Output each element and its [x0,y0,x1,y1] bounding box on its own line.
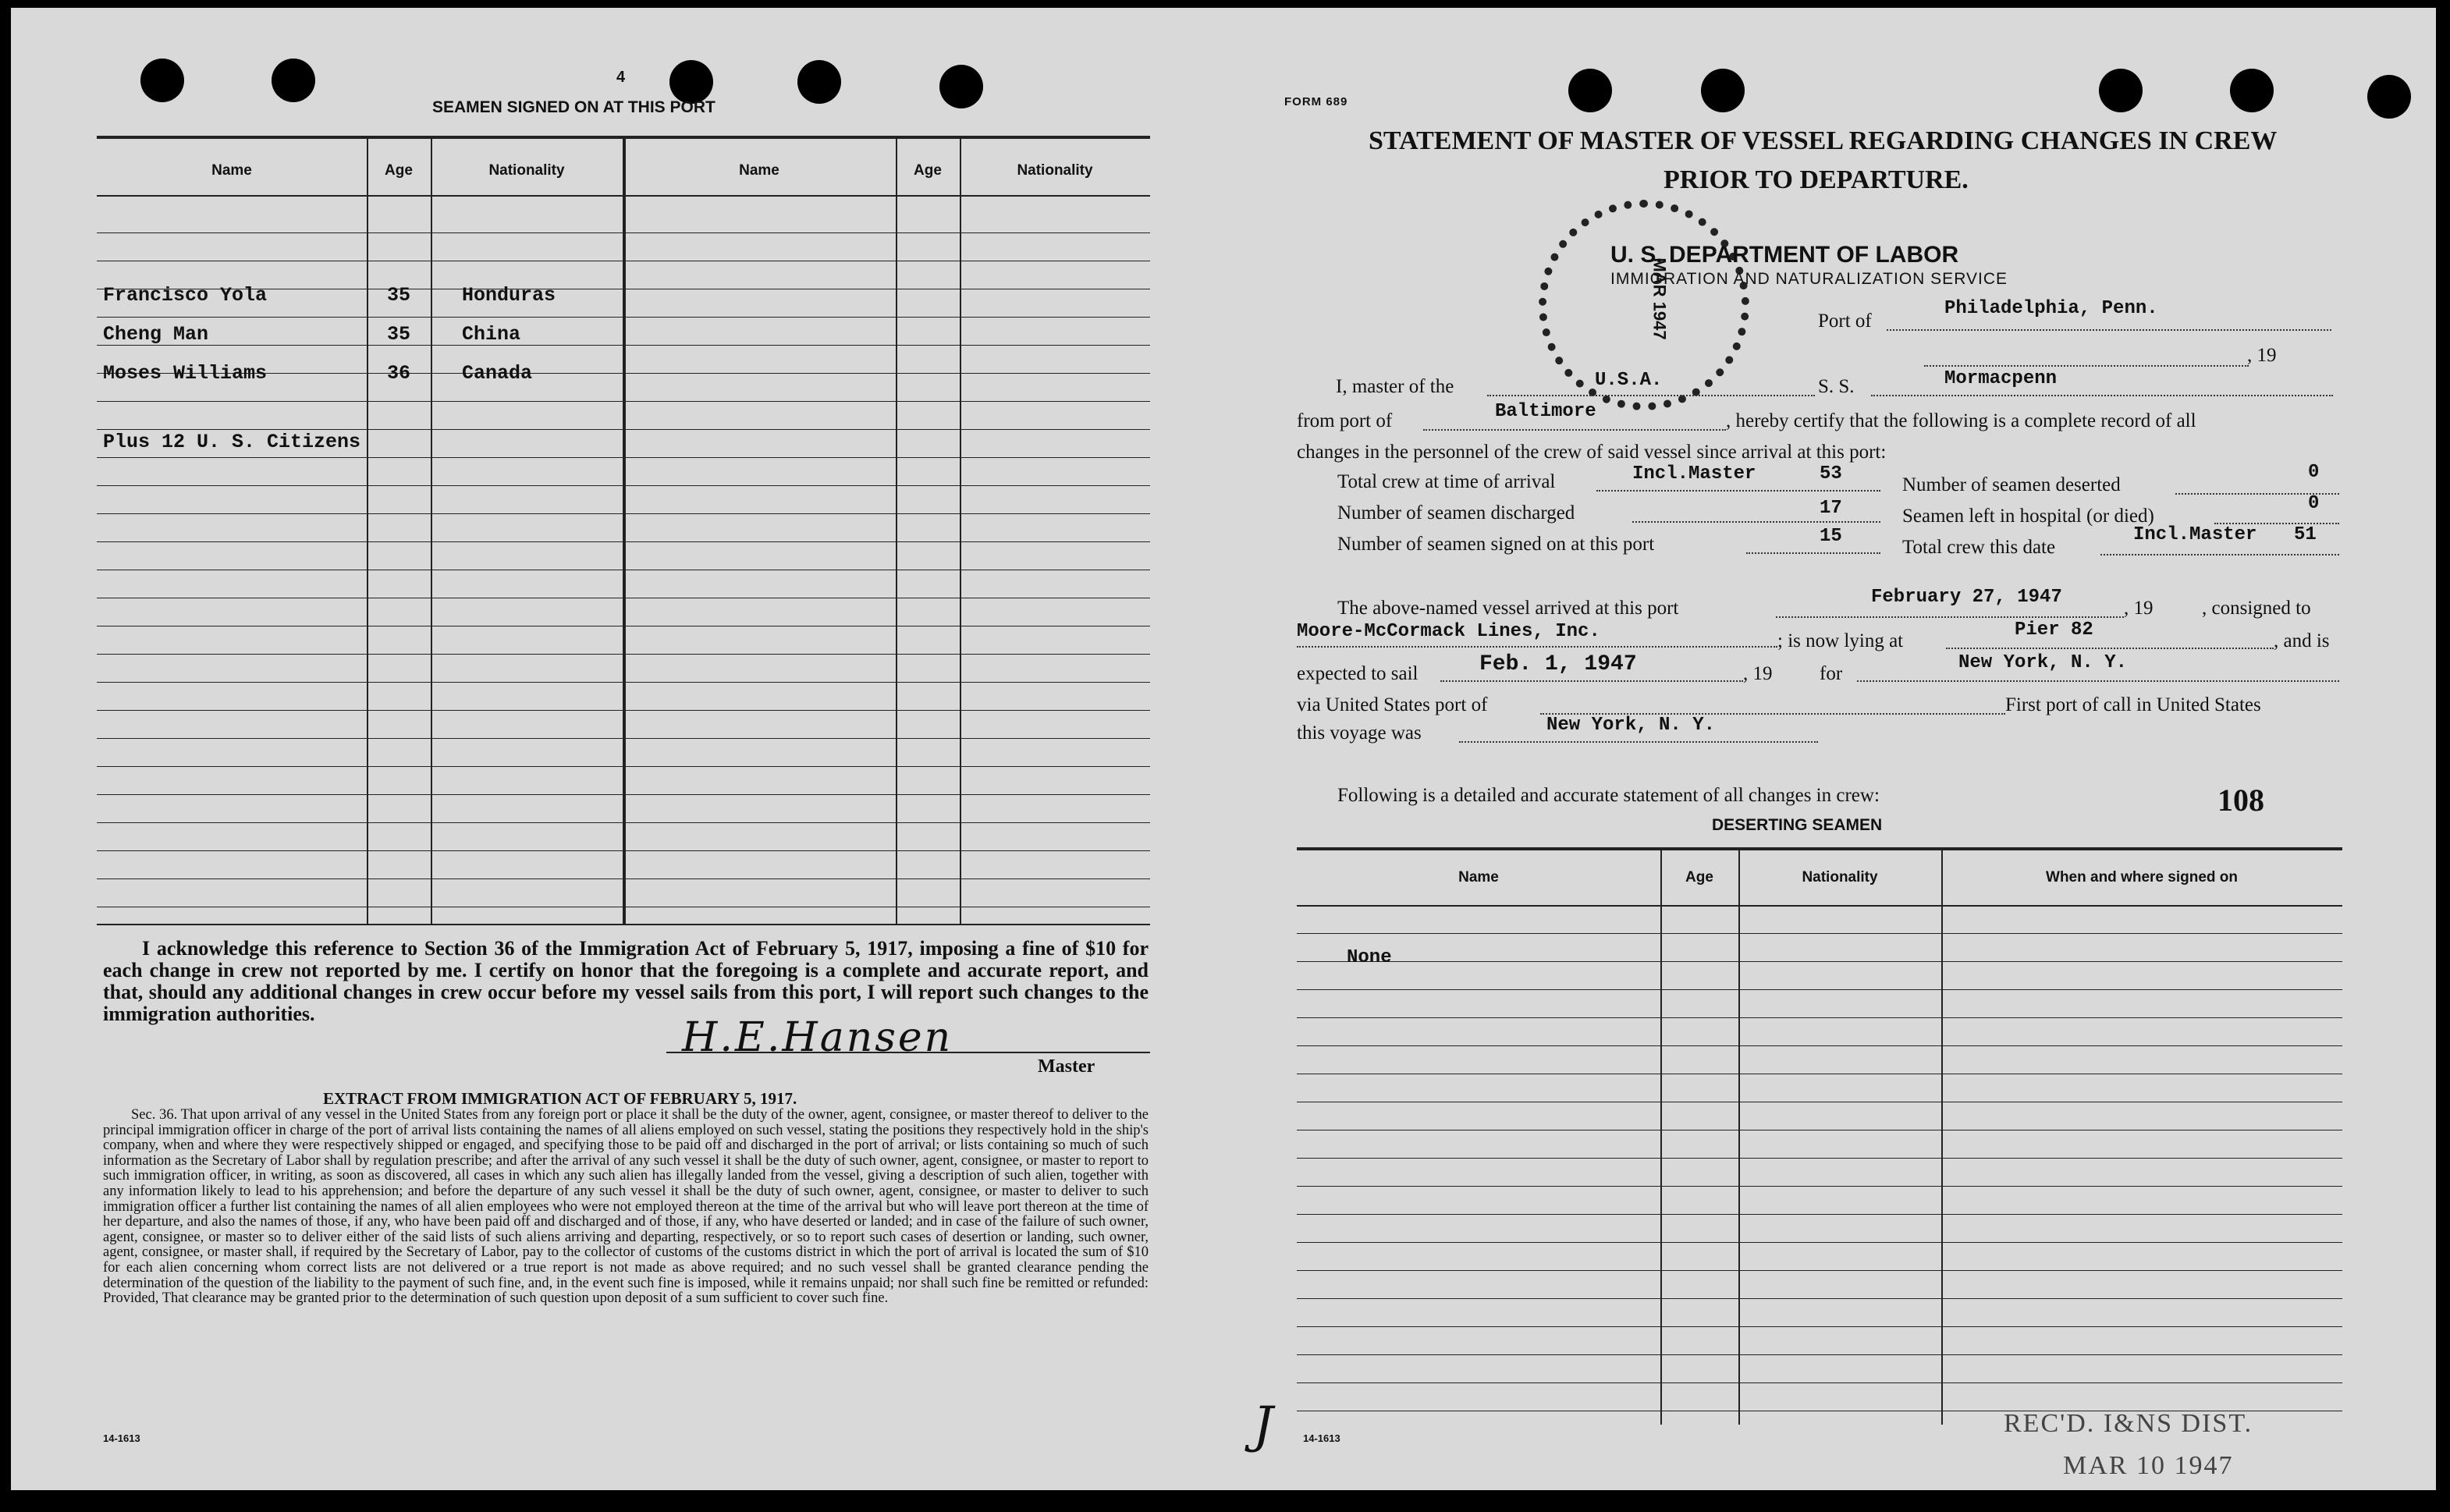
hospital-value: 0 [2308,493,2320,514]
deserting-none: None [1347,947,1392,968]
table-row-rule [1297,989,2342,990]
table-row-rule [97,232,1150,233]
table-row-rule [1297,1326,2342,1327]
signed-on-dots [1746,552,1880,554]
deserted-label: Number of seamen deserted [1902,474,2121,495]
signature-line [666,1052,1150,1053]
total-crew-date-dots [2100,554,2339,555]
following-label: Following is a detailed and accurate statement of all changes in crew: [1337,785,1880,806]
deserting-table-rule [1297,905,2342,907]
table-row-rule [1297,1298,2342,1299]
date-dotted-line [1924,365,2249,367]
lying-value: Pier 82 [2015,619,2093,641]
table-cell-nationality: China [462,323,521,346]
for-label: for [1820,663,1843,684]
total-crew-arrival-label: Total crew at time of arrival [1337,471,1556,492]
table-row-rule [97,822,1150,823]
deserted-value: 0 [2308,462,2320,483]
consigned-label: , consigned to [2202,598,2311,619]
year-label-2: , 19 [2124,598,2154,619]
from-port-label: from port of [1297,410,1393,431]
consignee-dots [1297,646,1777,648]
deserting-column-rule [1941,847,1943,1425]
table-row-rule [97,766,1150,767]
document-sheet [11,8,2436,1490]
table-row-rule [97,878,1150,879]
total-crew-date-value: 51 [2294,524,2317,545]
table-row-rule [1297,1158,2342,1159]
table-cell-nationality: Canada [462,362,533,385]
punch-hole [1701,69,1745,112]
ship-dotted-line [1871,395,2333,396]
first-port-label: First port of call in United States [2005,694,2261,715]
punch-hole [2099,69,2143,112]
nationality-dotted-line [1487,395,1815,396]
table-row-rule [97,457,1150,458]
table-row-rule [97,654,1150,655]
table-rule [97,924,1150,925]
table-row-rule [1297,933,2342,934]
extract-text: Sec. 36. That upon arrival of any vessel in the United States from any foreign port or place it shall be the duty of the owner, agent, consignee, or master thereof to deliver to the principal immigration officer in charge of the port of arrival lists containing the names of all aliens employed on such vessel, stating the positions they respectively hold in the ship's company, when and where they were respectively shipped or engaged, and specifying those to be paid off and discharged in the port of arrival; or lists containing so much of such information as the Secretary of Labor shall by regulation prescribe; and after the arrival of any such vessel it shall be the duty of such owner, agent, consignee, or master to report to such immigration officer, in writing, as soon as discovered, all cases in which any such alien has illegally landed from the vessel, giving a description of such alien, together with any information likely to lead to his apprehension; and before the departure of any such vessel it shall be the duty of such owner, agent, consignee, or master to deliver to such immigration officer a further list containing the names of all alien employees who were not employed thereon at the time of the arrival but who will leave port thereon at the time of her departure, and also the names of those, if any, who have been paid off and discharged and of those, if any, who have deserted or landed; and in case of the failure of such owner, agent, consignee, or master so to deliver either of the said lists of such aliens arriving and departing, respectively, or so to report such cases of desertion or landing, such owner, agent, consignee, or master shall, if required by the Secretary of Labor, pay to the collector of customs of the customs district in which the port of arrival is located the sum of $10 for each alien concerning whom correct lists are not delivered or a true report is not made as above required; and no such vessel shall be granted clearance pending the determination of the question of the liability to the payment of such fine, and, in the event such fine is imposed, while it remains unpaid; nor shall such fine be remitted or refunded: Provided, That clearance may be granted prior to the determination of such question upon deposit of a sum sufficient to cover such fine. [103,1107,1149,1307]
table-cell-name: Francisco Yola [103,284,268,307]
form-title-line1: STATEMENT OF MASTER OF VESSEL REGARDING CHANGES IN CREW [1369,126,2278,155]
port-label: Port of [1818,311,1872,332]
year-label-3: , 19 [1743,663,1773,684]
table-row-rule [97,541,1150,542]
table-row-rule [97,850,1150,851]
arrived-dots [1776,616,2124,618]
col-header-name: Name [739,162,779,179]
table-row-rule [1297,1045,2342,1046]
form-title-line2: PRIOR TO DEPARTURE. [1664,165,1969,194]
service-name: IMMIGRATION AND NATURALIZATION SERVICE [1610,270,2008,288]
table-row-rule [97,710,1150,711]
initial-mark: J [1253,1397,1273,1454]
master-signature: H.E.Hansen [682,1014,953,1061]
form-number: FORM 689 [1284,95,1348,108]
discharged-label: Number of seamen discharged [1337,502,1575,524]
table-row-rule [1297,1382,2342,1383]
table-row-rule [97,345,1150,346]
table-row-rule [97,429,1150,430]
port-value: Philadelphia, Penn. [1944,298,2158,319]
punch-hole [272,59,315,102]
received-stamp-line1: REC'D. I&NS DIST. [2004,1409,2253,1438]
and-is-label: , and is [2274,630,2330,651]
table-row-rule [97,317,1150,318]
total-crew-arrival-note: Incl.Master [1632,463,1756,484]
table-row-rule [1297,961,2342,962]
page-number: 4 [616,69,626,86]
table-column-rule [896,136,897,924]
table-cell-age: 36 [387,362,411,385]
col-header-age: Age [385,162,413,179]
form-code-right: 14-1613 [1303,1432,1340,1444]
deserting-column-rule [1660,847,1662,1425]
deserting-col-signed-on: When and where signed on [2046,869,2238,886]
table-cell-name: Moses Williams [103,362,268,385]
vessel-nationality: U.S.A. [1595,370,1663,391]
lying-label: ; is now lying at [1777,630,1904,651]
col-header-name: Name [211,162,252,179]
via-label: via United States port of [1297,694,1488,715]
table-column-rule [367,136,368,924]
certify-text-2: changes in the personnel of the crew of said vessel since arrival at this port: [1297,442,1887,463]
table-row-rule [97,794,1150,795]
table-row-rule [1297,1270,2342,1271]
hospital-label: Seamen left in hospital (or died) [1902,506,2154,527]
total-crew-arrival-dots [1596,490,1880,492]
deserting-col-name: Name [1458,869,1499,886]
received-stamp-line2: MAR 10 1947 [2063,1451,2234,1480]
punch-hole [2230,69,2274,112]
col-header-age: Age [914,162,942,179]
acknowledgement-text: I acknowledge this reference to Section 36 of the Immigration Act of February 5, 1917, imposing a fine of $10 for each change in crew not reported by me. I certify on honor that the foregoing is a complete and accurate report, and that, should any additional changes in crew occur before my vessel sails from this port, I will report such changes to the immigration authorities. [103,937,1149,1025]
extra-citizens-note: Plus 12 U. S. Citizens [103,431,361,453]
year-label: , 19 [2247,345,2277,366]
discharged-dots [1632,521,1880,523]
table-cell-nationality: Honduras [462,284,556,307]
punch-hole [669,60,713,104]
for-dots [1857,680,2339,682]
lying-dots [1946,648,2274,649]
deserting-col-age: Age [1685,869,1713,886]
signed-on-label: Number of seamen signed on at this port [1337,534,1655,555]
department-name: U. S. DEPARTMENT OF LABOR [1610,242,1959,268]
port-dotted-line [1887,329,2331,331]
total-crew-arrival-value: 53 [1820,463,1842,484]
total-crew-date-label: Total crew this date [1902,537,2056,558]
table-row-rule [1297,1214,2342,1215]
table-row-rule [97,738,1150,739]
table-row-rule [97,485,1150,486]
punch-hole [1568,69,1612,112]
table-row-rule [1297,1186,2342,1187]
this-voyage-dots [1459,741,1818,743]
punch-hole [2367,75,2411,119]
punch-hole [939,65,983,108]
arrived-value: February 27, 1947 [1871,587,2062,608]
table-row-rule [1297,1242,2342,1243]
ship-name: Mormacpenn [1944,368,2058,389]
arrived-label: The above-named vessel arrived at this port [1337,598,1679,619]
crew-change-number: 108 [2217,783,2264,818]
deserting-column-rule [1738,847,1740,1425]
from-port-value: Baltimore [1495,401,1596,422]
deserting-col-nationality: Nationality [1802,869,1878,886]
master-of-label: I, master of the [1336,376,1454,397]
table-row-rule [97,682,1150,683]
form-code: 14-1613 [103,1432,140,1444]
table-column-rule [960,136,961,924]
table-column-rule [431,136,432,924]
expected-value: Feb. 1, 1947 [1479,652,1637,676]
signed-on-value: 15 [1820,526,1842,547]
this-voyage-label: this voyage was [1297,722,1422,744]
expected-label: expected to sail [1297,663,1419,684]
table-cell-age: 35 [387,284,411,307]
punch-hole [140,59,184,102]
from-port-dotted-line [1423,429,1726,431]
total-crew-date-note: Incl.Master [2133,524,2257,545]
table-column-rule [623,136,626,924]
col-header-nationality: Nationality [1017,162,1093,179]
expected-dots [1440,680,1743,682]
ss-label: S. S. [1818,376,1855,397]
deserting-seamen-title: DESERTING SEAMEN [1712,816,1883,834]
table-cell-name: Cheng Man [103,323,209,346]
consignee-value: Moore-McCormack Lines, Inc. [1297,621,1600,642]
table-row-rule [1297,1017,2342,1018]
extract-title: EXTRACT FROM IMMIGRATION ACT OF FEBRUARY 5, 1917. [323,1089,797,1108]
certify-text: , hereby certify that the following is a complete record of all [1726,410,2196,431]
this-voyage-value: New York, N. Y. [1546,715,1716,736]
col-header-nationality: Nationality [488,162,565,179]
deserting-table-rule [1297,847,2342,850]
table-row-rule [1297,1354,2342,1355]
table-row-rule [97,401,1150,402]
punch-hole [797,60,841,104]
stamp-date: MAR 1947 [1649,257,1670,340]
signed-on-title: SEAMEN SIGNED ON AT THIS PORT [432,98,715,116]
table-row-rule [97,513,1150,514]
discharged-value: 17 [1820,498,1842,519]
for-value: New York, N. Y. [1958,652,2128,673]
master-label: Master [1038,1056,1095,1077]
table-cell-age: 35 [387,323,411,346]
